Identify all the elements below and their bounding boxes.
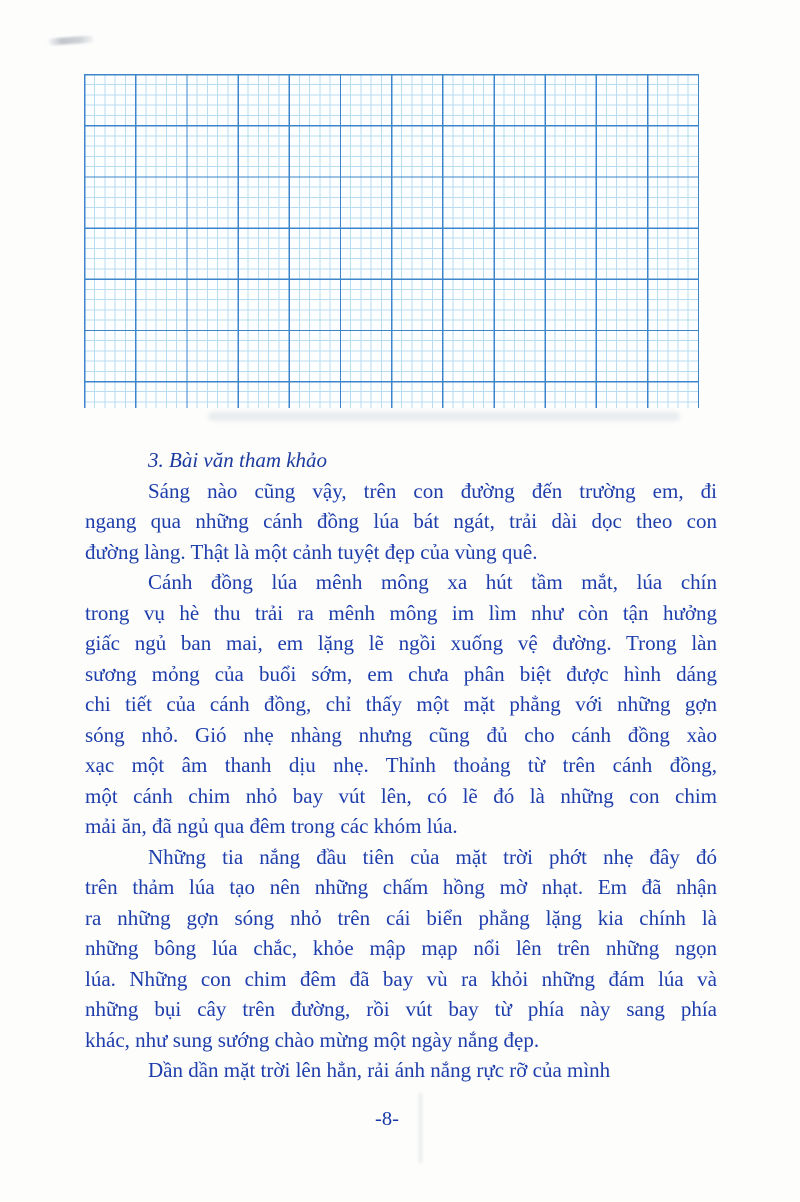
paragraph-3-line: trên thảm lúa tạo nên những chấm hồng mờ nhạt. Em đã nhận	[85, 875, 717, 899]
scan-streak-mark	[419, 1093, 422, 1163]
scan-smudge-mark	[48, 35, 94, 45]
essay-paragraphs	[85, 476, 717, 1086]
paragraph-2-line: xạc một âm thanh dịu nhẹ. Thỉnh thoảng từ trên cánh đồng,	[85, 753, 717, 777]
paragraph-2-line: sương mỏng của buổi sớm, em chưa phân biệt được hình dáng	[85, 661, 717, 686]
paragraph-2-line: trong vụ hè thu trải ra mênh mông im lìm như còn tận hưởng	[85, 600, 717, 625]
paragraph-3-line: Những tia nắng đầu tiên của mặt trời phớt nhẹ đây đó	[148, 844, 717, 869]
paragraph-2-line: Cánh đồng lúa mênh mông xa hút tầm mắt, lúa chín	[148, 570, 717, 594]
writing-practice-grid	[84, 74, 699, 408]
paragraph-1-line: đường làng. Thật là một cảnh tuyệt đẹp của vùng quê.	[85, 539, 538, 564]
paragraph-1-line: Sáng nào cũng vậy, trên con đường đến trường em, đi	[148, 478, 717, 503]
paragraph-3-line: lúa. Những con chim đêm đã bay vù ra khỏi những đám lúa và	[85, 966, 717, 991]
paragraph-1-line: ngang qua những cánh đồng lúa bát ngát, trải dài dọc theo con	[85, 509, 717, 533]
paragraph-2-line: giấc ngủ ban mai, em lặng lẽ ngồi xuống vệ đường. Trong làn	[85, 631, 717, 655]
scan-smear-mark	[208, 412, 680, 421]
paragraph-2-line: chi tiết của cánh đồng, chỉ thấy một mặt phẳng với những gợn	[85, 692, 717, 716]
paragraph-2-line: sóng nhỏ. Gió nhẹ nhàng nhưng cũng đủ cho cánh đồng xào	[85, 722, 717, 747]
paragraph-3-line: ra những gợn sóng nhỏ trên cái biển phẳng lặng kia chính là	[85, 905, 717, 930]
paragraph-3-line: những bông lúa chắc, khỏe mập mạp nổi lên trên những ngọn	[85, 936, 717, 960]
paragraph-2-line: một cánh chim nhỏ bay vút lên, có lẽ đó là những con chim	[85, 783, 717, 808]
paragraph-3-line: khác, như sung sướng chào mừng một ngày nắng đẹp.	[85, 1027, 540, 1052]
paragraph-4-line: Dần dần mặt trời lên hẳn, rải ánh nắng rực rỡ của mình	[148, 1058, 611, 1082]
reference-essay-text	[85, 445, 717, 1086]
page-number: -8-	[375, 1108, 399, 1130]
paragraph-2-line: mải ăn, đã ngủ qua đêm trong các khóm lúa.	[85, 814, 458, 838]
paragraph-3-line: những bụi cây trên đường, rồi vút bay từ phía này sang phía	[85, 997, 717, 1021]
section-heading: 3. Bài văn tham khảo	[148, 448, 328, 472]
